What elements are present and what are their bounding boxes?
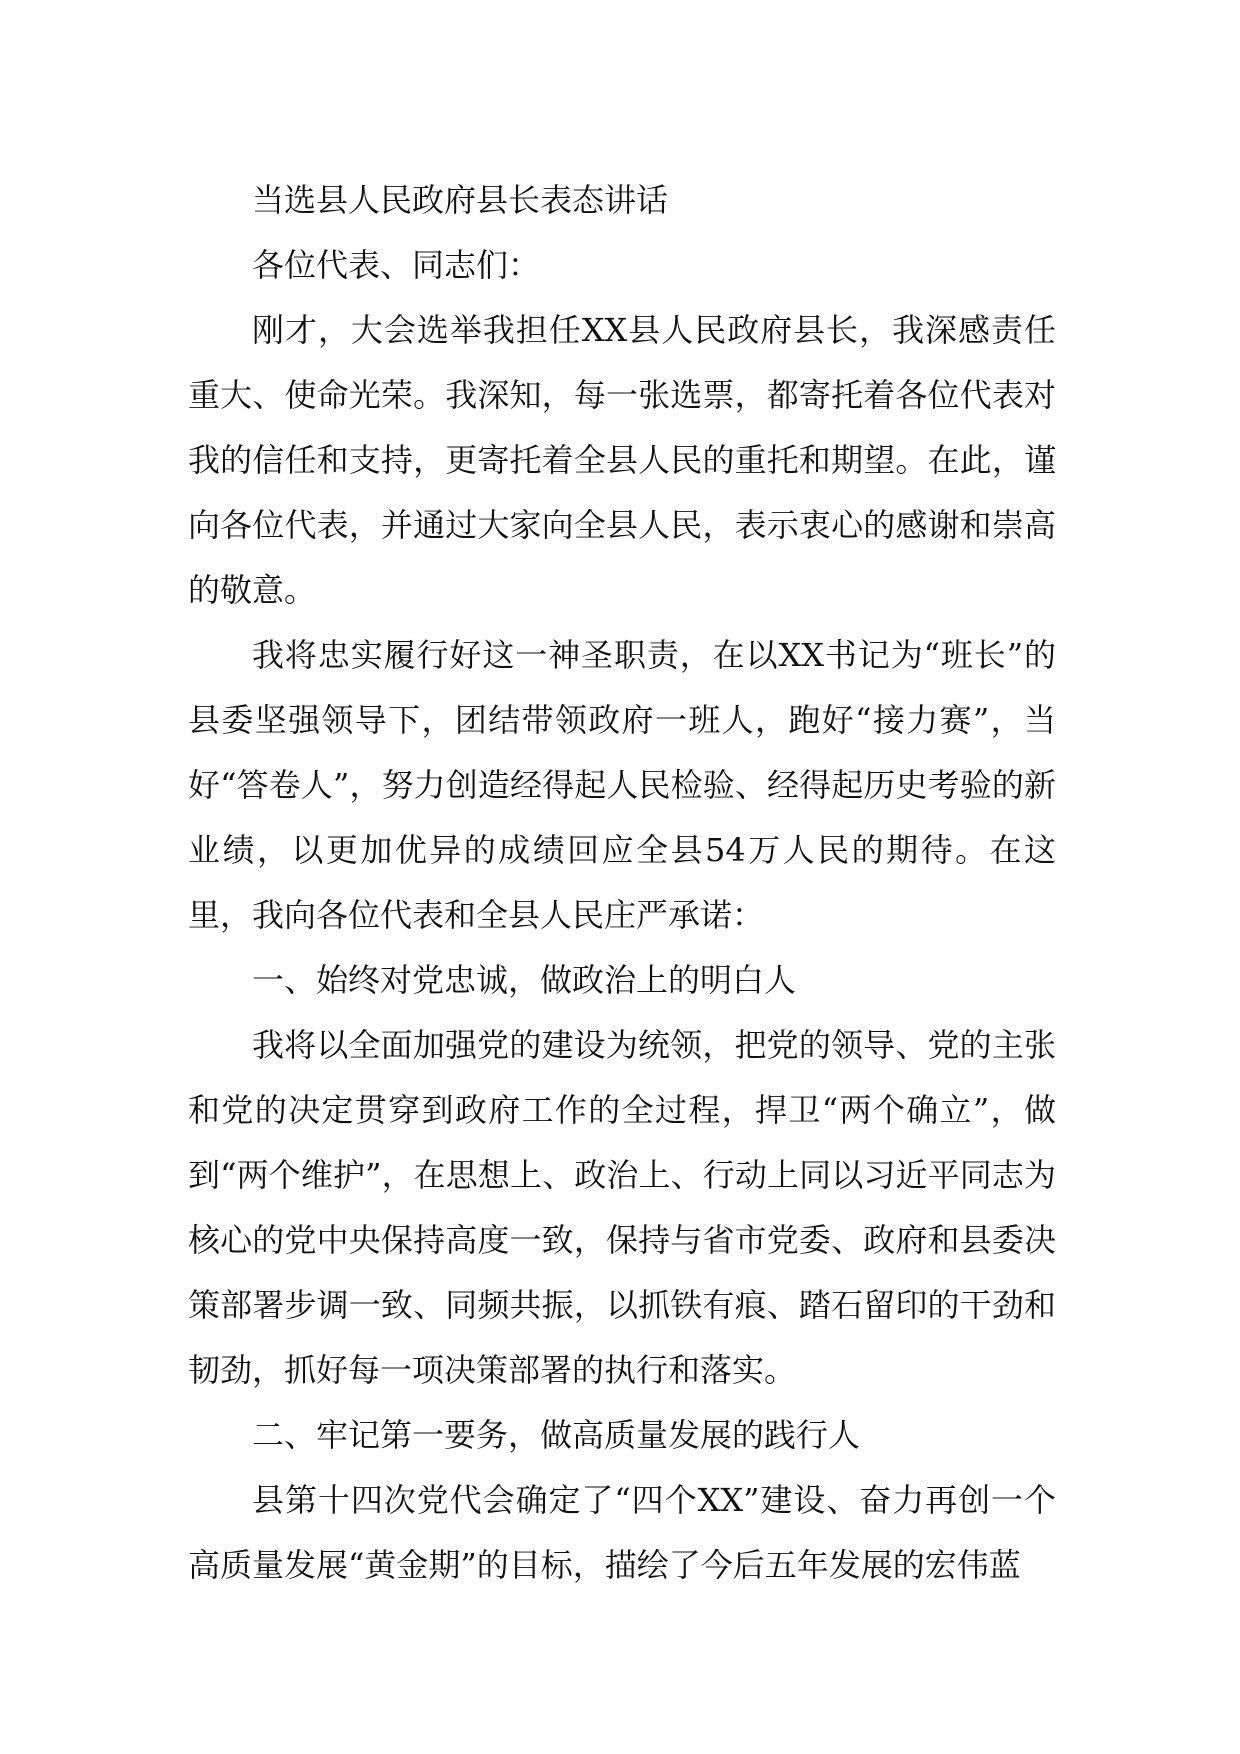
document-body bbox=[188, 168, 1056, 1598]
section-heading-1: 一、始终对党忠诚，做政治上的明白人 bbox=[252, 961, 797, 999]
section-body-2: 县第十四次党代会确定了“四个XX”建设、奋力再创一个高质量发展“黄金期”的目标，描绘了今后五年发展的宏伟蓝 bbox=[188, 1481, 1056, 1584]
salutation: 各位代表、同志们： bbox=[252, 246, 541, 284]
paragraph-opening: 刚才，大会选举我担任XX县人民政府县长，我深感责任重大、使命光荣。我深知，每一张选票，都寄托着各位代表对我的信任和支持，更寄托着全县人民的重托和期望。在此，谨向各位代表，并通过大家向全县人民，表示衷心的感谢和崇高的敬意。 bbox=[188, 311, 1056, 609]
section-body-1: 我将以全面加强党的建设为统领，把党的领导、党的主张和党的决定贯穿到政府工作的全过程，捍卫“两个确立”，做到“两个维护”，在思想上、政治上、行动上同以习近平同志为核心的党中央保持高度一致，保持与省市党委、政府和县委决策部署步调一致、同频共振，以抓铁有痕、踏石留印的干劲和韧劲，抓好每一项决策部署的执行和落实。 bbox=[188, 1026, 1056, 1389]
section-heading-2: 二、牢记第一要务，做高质量发展的践行人 bbox=[252, 1416, 861, 1454]
document-title: 当选县人民政府县长表态讲话 bbox=[252, 181, 669, 219]
paragraph-pledge: 我将忠实履行好这一神圣职责，在以XX书记为“班长”的县委坚强领导下，团结带领政府一班人，跑好“接力赛”，当好“答卷人”，努力创造经得起人民检验、经得起历史考验的新业绩，以更加优异的成绩回应全县54万人民的期待。在这里，我向各位代表和全县人民庄严承诺： bbox=[188, 636, 1056, 934]
